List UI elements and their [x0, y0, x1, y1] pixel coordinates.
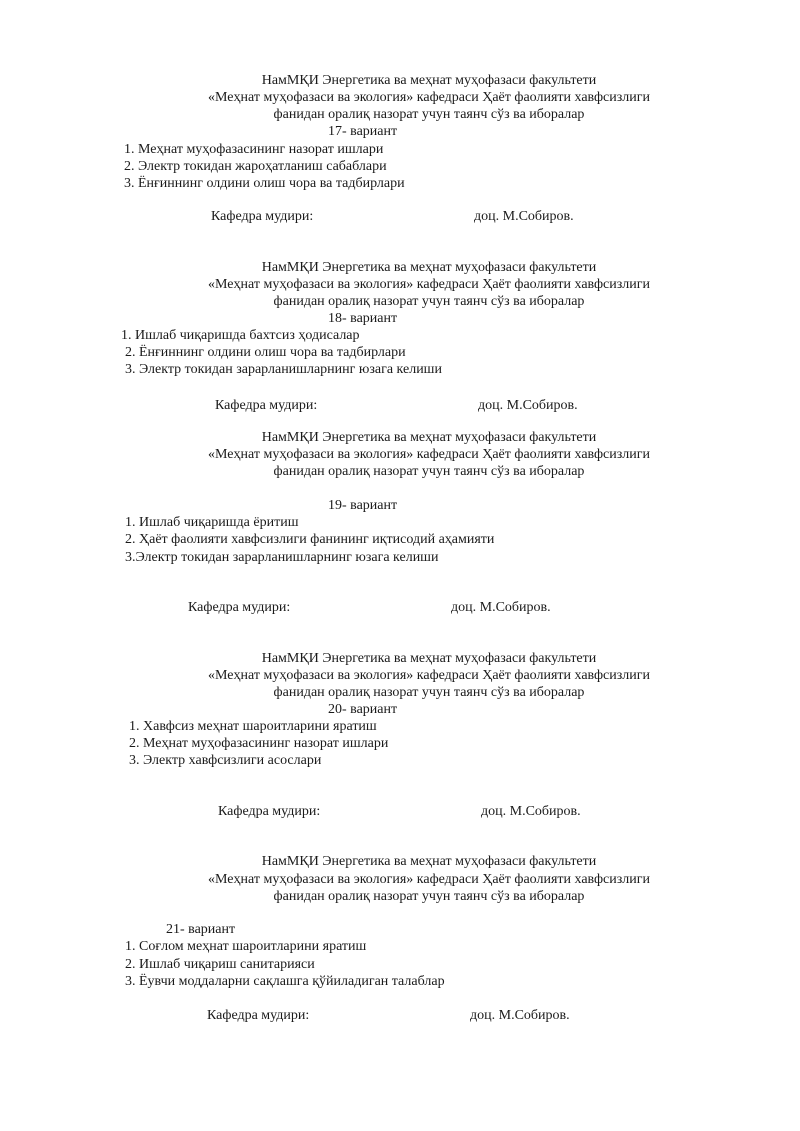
signature-name: доц. М.Собиров. — [478, 398, 578, 413]
signature-label: Кафедра мудири: — [218, 804, 321, 819]
variant-number: 18- вариант — [328, 311, 398, 326]
list-item: 1. Соғлом меҳнат шароитларини яратиш — [125, 939, 367, 954]
header-line-subject: фанидан оралиқ назорат учун таянч сўз ва иборалар — [273, 464, 585, 479]
list-item: 2. Электр токидан жароҳатланиш сабаблари — [124, 159, 387, 174]
header-line-department: «Меҳнат муҳофазаси ва экология» кафедраси Ҳаёт фаолияти хавфсизлиги — [208, 872, 650, 887]
list-item: 1. Ишлаб чиқаришда бахтсиз ҳодисалар — [121, 328, 360, 343]
header-line-faculty: НамМҚИ Энергетика ва меҳнат муҳофазаси факультети — [261, 651, 597, 666]
signature-name: доц. М.Собиров. — [470, 1008, 570, 1023]
list-item: 2. Ишлаб чиқариш санитарияси — [125, 957, 315, 972]
list-item: 3. Электр токидан зарарланишларнинг юзага келиши — [125, 362, 442, 377]
variant-number: 19- вариант — [328, 498, 398, 513]
header-line-faculty: НамМҚИ Энергетика ва меҳнат муҳофазаси факультети — [261, 260, 597, 275]
header-line-subject: фанидан оралиқ назорат учун таянч сўз ва иборалар — [273, 889, 585, 904]
header-line-department: «Меҳнат муҳофазаси ва экология» кафедраси Ҳаёт фаолияти хавфсизлиги — [208, 90, 650, 105]
variant-number: 21- вариант — [166, 922, 236, 937]
header-line-subject: фанидан оралиқ назорат учун таянч сўз ва иборалар — [273, 685, 585, 700]
header-line-subject: фанидан оралиқ назорат учун таянч сўз ва иборалар — [273, 294, 585, 309]
header-line-department: «Меҳнат муҳофазаси ва экология» кафедраси Ҳаёт фаолияти хавфсизлиги — [208, 277, 650, 292]
header-line-department: «Меҳнат муҳофазаси ва экология» кафедраси Ҳаёт фаолияти хавфсизлиги — [208, 668, 650, 683]
signature-label: Кафедра мудири: — [215, 398, 318, 413]
header-line-subject: фанидан оралиқ назорат учун таянч сўз ва иборалар — [273, 107, 585, 122]
list-item: 2. Меҳнат муҳофазасининг назорат ишлари — [129, 736, 389, 751]
list-item: 3. Ёнғиннинг олдини олиш чора ва тадбирлари — [124, 176, 405, 191]
signature-label: Кафедра мудири: — [207, 1008, 310, 1023]
list-item: 3.Электр токидан зарарланишларнинг юзага келиши — [125, 550, 439, 565]
list-item: 1. Хавфсиз меҳнат шароитларини яратиш — [129, 719, 377, 734]
signature-name: доц. М.Собиров. — [451, 600, 551, 615]
list-item: 2. Ҳаёт фаолияти хавфсизлиги фанининг иқтисодий аҳамияти — [125, 532, 495, 547]
list-item: 2. Ёнғиннинг олдини олиш чора ва тадбирлари — [125, 345, 406, 360]
header-line-faculty: НамМҚИ Энергетика ва меҳнат муҳофазаси факультети — [261, 73, 597, 88]
signature-label: Кафедра мудири: — [188, 600, 291, 615]
list-item: 1. Меҳнат муҳофазасининг назорат ишлари — [124, 142, 384, 157]
header-line-department: «Меҳнат муҳофазаси ва экология» кафедраси Ҳаёт фаолияти хавфсизлиги — [208, 447, 650, 462]
signature-name: доц. М.Собиров. — [474, 209, 574, 224]
signature-label: Кафедра мудири: — [211, 209, 314, 224]
signature-name: доц. М.Собиров. — [481, 804, 581, 819]
variant-number: 20- вариант — [328, 702, 398, 717]
list-item: 3. Ёувчи моддаларни сақлашга қўйиладиган талаблар — [125, 974, 445, 989]
variant-number: 17- вариант — [328, 124, 398, 139]
list-item: 3. Электр хавфсизлиги асослари — [129, 753, 322, 768]
header-line-faculty: НамМҚИ Энергетика ва меҳнат муҳофазаси факультети — [261, 854, 597, 869]
list-item: 1. Ишлаб чиқаришда ёритиш — [125, 515, 299, 530]
header-line-faculty: НамМҚИ Энергетика ва меҳнат муҳофазаси факультети — [261, 430, 597, 445]
